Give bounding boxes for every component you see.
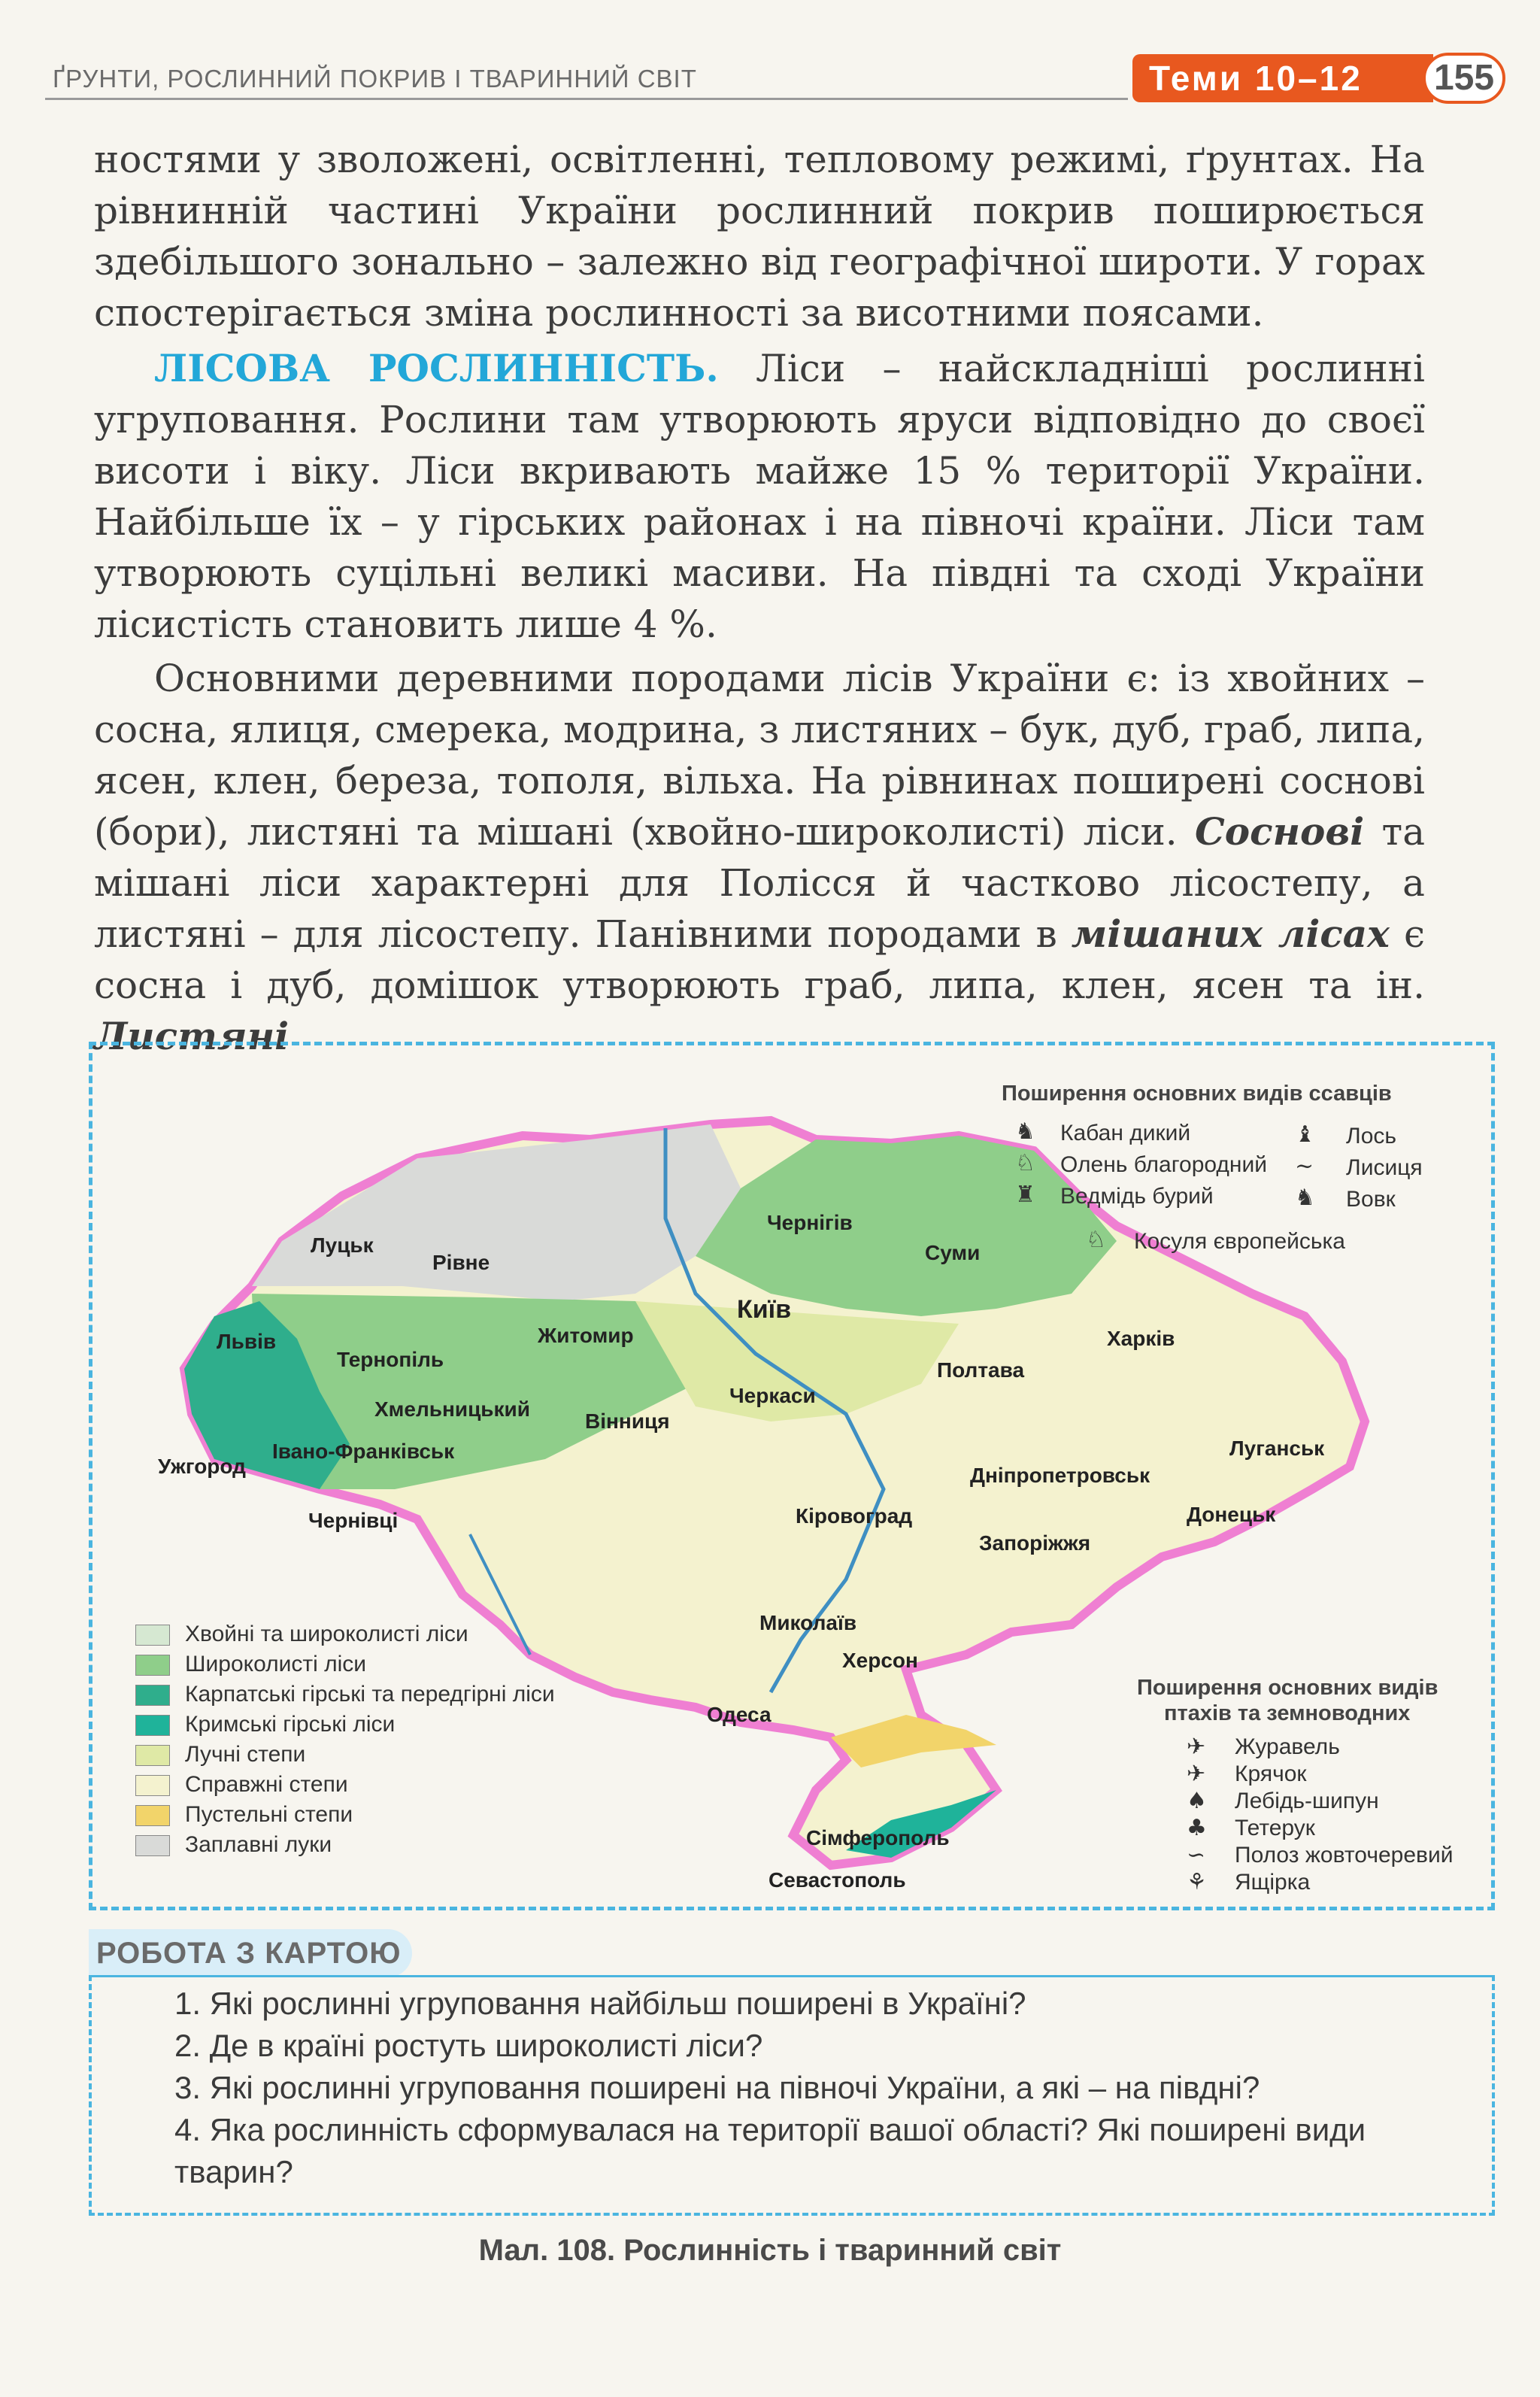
crane-icon: ✈ xyxy=(1187,1734,1206,1760)
city-simferopol: Сімферополь xyxy=(806,1826,950,1849)
swatch-crimean xyxy=(135,1715,170,1736)
legend-coniferous-broadleaf: Хвойні та широколисті ліси xyxy=(185,1622,468,1646)
mammal-wolf: Вовк xyxy=(1346,1187,1396,1212)
tern-icon: ✈ xyxy=(1187,1761,1206,1787)
swatch-floodplain xyxy=(135,1835,170,1856)
topic-tab: Теми 10–12 xyxy=(1132,54,1433,102)
birds-legend-heading-1: Поширення основних видів xyxy=(1137,1676,1438,1700)
term-mixed-forests: мішаних лісах xyxy=(1071,912,1390,956)
bird-crane: Журавель xyxy=(1235,1734,1340,1759)
legend-crimean: Кримські гірські ліси xyxy=(185,1712,396,1737)
reptile-lizard: Ящірка xyxy=(1235,1870,1311,1895)
city-chernihiv: Чернігів xyxy=(767,1211,853,1234)
running-header-title: ҐРУНТИ, РОСЛИННИЙ ПОКРИВ І ТВАРИННИЙ СВІТ xyxy=(53,65,697,93)
city-luhansk: Луганськ xyxy=(1229,1437,1325,1460)
mammal-fox: Лисиця xyxy=(1346,1155,1423,1180)
city-kirovohrad: Кіровоград xyxy=(796,1504,913,1528)
moose-icon: ♝ xyxy=(1295,1121,1315,1148)
mammal-roe-deer: Косуля європейська xyxy=(1134,1229,1345,1254)
city-donetsk: Донецьк xyxy=(1187,1503,1276,1526)
city-lviv: Львів xyxy=(217,1330,277,1353)
bird-black-grouse: Тетерук xyxy=(1235,1816,1315,1840)
mammal-red-deer: Олень благородний xyxy=(1060,1152,1268,1177)
mammal-boar: Кабан дикий xyxy=(1060,1121,1191,1145)
legend-desert-steppe: Пустельні степи xyxy=(185,1802,353,1827)
question-3: 3. Які рослинні угруповання поширені на півночі України, а які – на півдні? xyxy=(174,2070,1260,2105)
swatch-true-steppe xyxy=(135,1775,170,1796)
mammal-moose: Лось xyxy=(1346,1124,1397,1148)
mammals-legend-heading: Поширення основних видів ссавців xyxy=(1002,1082,1392,1106)
question-2: 2. Де в країні ростуть широколисті ліси? xyxy=(174,2028,763,2063)
city-khmelnytskyi: Хмельницький xyxy=(374,1397,530,1421)
city-uzhhorod: Ужгород xyxy=(158,1455,246,1478)
lizard-icon: ⚘ xyxy=(1187,1869,1207,1895)
birds-legend-heading-2: птахів та земноводних xyxy=(1164,1701,1411,1725)
grouse-icon: ♣ xyxy=(1187,1815,1207,1841)
paragraph-3-text-e: є сосна і дуб, домішок утворюють граб, липа, клен, ясен та ін. xyxy=(94,912,1425,1007)
legend-carpathian: Карпатські гірські та передгірні ліси xyxy=(185,1682,555,1707)
city-kyiv: Київ xyxy=(737,1295,792,1324)
question-1: 1. Які рослинні угруповання найбільш поширені в Україні? xyxy=(174,1986,1026,2021)
figure-caption: Мал. 108. Рослинність і тваринний світ xyxy=(478,2234,1062,2267)
city-cherkasy: Черкаси xyxy=(729,1384,816,1407)
reptile-caspian-whipsnake: Полоз жовточеревий xyxy=(1235,1843,1454,1868)
paragraph-1-text: ностями у зволожені, освітленні, тепловому режимі, ґрунтах. На рівнинній частині України рослинний покрив поширюється здебільшого зонально – залежно від географічної широти. У горах спостерігається зміна рослинності за висотними поясами. xyxy=(94,138,1425,335)
page-number: 155 xyxy=(1423,53,1505,104)
boar-icon: ♞ xyxy=(1015,1118,1035,1145)
roe-deer-icon: ♘ xyxy=(1086,1227,1106,1253)
paragraph-2-text: Ліси – найскладніші рослинні угруповання. Рослини там утворюють яруси відповідно до своєї висоти і віку. Ліси вкривають майже 15 % території України. Найбільше їх – у гірських районах і на півночі країни. Ліси там утворюють суцільні великі масиви. На півдні та сході України лісистість становить лише 4 %. xyxy=(94,347,1425,646)
fox-icon: ~ xyxy=(1295,1153,1314,1179)
paragraph-3 xyxy=(94,653,1425,1062)
city-zaporizhzhia: Запоріжжя xyxy=(979,1531,1091,1555)
legend-true-steppe: Справжні степи xyxy=(185,1772,348,1797)
city-kherson: Херсон xyxy=(842,1649,918,1672)
city-rivne: Рівне xyxy=(432,1251,490,1274)
bear-icon: ♜ xyxy=(1015,1182,1035,1208)
bird-tern: Крячок xyxy=(1235,1761,1307,1786)
swatch-desert-steppe xyxy=(135,1805,170,1826)
city-sumy: Суми xyxy=(925,1241,981,1264)
city-sevastopol: Севастополь xyxy=(768,1868,906,1892)
paragraph-2 xyxy=(94,343,1425,650)
city-ternopil: Тернопіль xyxy=(337,1348,444,1371)
city-kharkiv: Харків xyxy=(1107,1327,1175,1350)
city-odesa: Одеса xyxy=(707,1703,772,1726)
legend-floodplain: Заплавні луки xyxy=(185,1832,332,1857)
city-chernivtsi: Чернівці xyxy=(308,1509,399,1532)
legend-broadleaf: Широколисті ліси xyxy=(185,1652,367,1676)
deer-icon: ♘ xyxy=(1015,1150,1035,1176)
work-with-map-label: РОБОТА З КАРТОЮ xyxy=(89,1929,412,1977)
city-zhytomyr: Житомир xyxy=(538,1324,634,1347)
snake-icon: ∽ xyxy=(1187,1842,1206,1868)
wolf-icon: ♞ xyxy=(1295,1185,1315,1211)
term-pine: Соснові xyxy=(1194,809,1365,854)
city-poltava: Полтава xyxy=(937,1358,1025,1382)
city-mykolaiv: Миколаїв xyxy=(759,1611,857,1634)
bird-mute-swan: Лебідь-шипун xyxy=(1235,1789,1379,1813)
paragraph-3-text-c: та мішані ліси характерні для Полісся й частково лісостепу, а листяні – для лісостепу. Панівними породами в xyxy=(94,810,1425,956)
swatch-coniferous-broadleaf xyxy=(135,1625,170,1646)
city-lutsk: Луцьк xyxy=(311,1233,374,1257)
swatch-meadow-steppe xyxy=(135,1745,170,1766)
city-ivano-frankivsk: Івано-Франківськ xyxy=(272,1440,455,1463)
city-dnipropetrovsk: Дніпропетровськ xyxy=(970,1464,1150,1487)
city-vinnytsia: Вінниця xyxy=(585,1409,670,1433)
term-deciduous: Листяні xyxy=(94,1014,290,1058)
section-heading-forest: ЛІСОВА РОСЛИННІСТЬ. xyxy=(154,346,719,390)
header-divider xyxy=(45,98,1128,100)
swan-icon: ♠ xyxy=(1187,1788,1207,1814)
mammal-brown-bear: Ведмідь бурий xyxy=(1060,1184,1214,1209)
swatch-carpathian xyxy=(135,1685,170,1706)
question-4: 4. Яка рослинність сформувалася на території вашої області? Які поширені види тварин? xyxy=(174,2112,1366,2189)
paragraph-1 xyxy=(94,134,1425,338)
legend-meadow-steppe: Лучні степи xyxy=(185,1742,306,1767)
paragraph-3-text-a: Основними деревними породами лісів України є: із хвойних – сосна, ялиця, смерека, модрина, з листяних – бук, дуб, граб, липа, ясен, клен, береза, тополя, вільха. На рівнинах поширені соснові (бори), листяні та мішані (хвойно-широколисті) ліси. xyxy=(94,657,1425,854)
swatch-broadleaf xyxy=(135,1655,170,1676)
